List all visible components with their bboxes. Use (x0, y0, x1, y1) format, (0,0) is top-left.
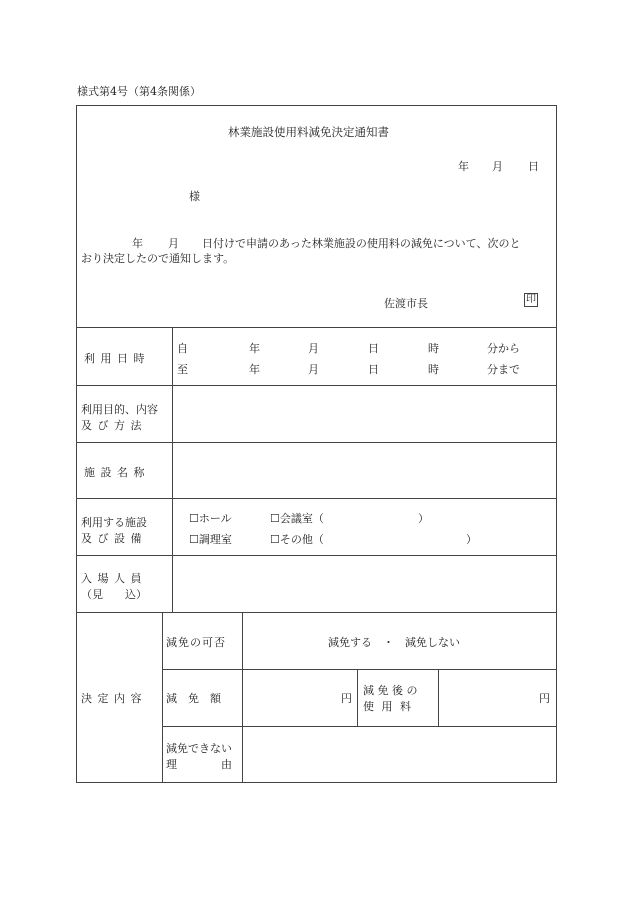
reason-label-line1: 減免できない (166, 742, 232, 755)
checkbox-icon[interactable]: ☐ (189, 512, 199, 525)
row-line (76, 327, 557, 328)
addressee-suffix: 様 (189, 190, 200, 203)
facility-name-field[interactable] (180, 447, 550, 495)
decision-sublabel-divider (242, 612, 243, 783)
row-line (76, 612, 557, 613)
from-month: 月 (308, 342, 319, 355)
after-fee-yen: 円 (539, 692, 550, 705)
approval-options[interactable]: 減免する ・ 減免しない (328, 636, 460, 649)
from-hour: 時 (428, 342, 439, 355)
attendance-field[interactable] (180, 560, 550, 608)
from-prefix: 自 (177, 342, 188, 355)
to-hour: 時 (428, 363, 439, 376)
document-title: 林業施設使用料減免決定通知書 (228, 125, 389, 139)
from-day: 日 (368, 342, 379, 355)
checkbox-icon[interactable]: ☐ (189, 533, 199, 546)
option-kitchen[interactable] (189, 531, 232, 547)
row-line (76, 385, 557, 386)
decision-column-divider (162, 612, 163, 783)
attendance-label-line1: 入 場 人 員 (81, 572, 143, 585)
row-line (76, 442, 557, 443)
date-day: 日 (528, 160, 539, 173)
to-prefix: 至 (177, 363, 188, 376)
option-kitchen-label: 調理室 (198, 533, 232, 546)
option-meeting-room-label: 会議室（ (279, 512, 324, 525)
meeting-room-close-paren: ） (418, 512, 429, 525)
option-other[interactable] (270, 531, 324, 547)
attendance-label-line2: （見 込） (81, 588, 147, 601)
decision-label: 決 定 内 容 (81, 692, 143, 705)
approval-label: 減免の可否 (166, 636, 226, 649)
after-fee-divider (438, 669, 439, 726)
facility-name-label: 施 設 名 称 (84, 466, 146, 479)
purpose-field[interactable] (180, 390, 550, 438)
to-year: 年 (249, 363, 260, 376)
seal-mark: 印 (526, 294, 536, 305)
from-year: 年 (249, 342, 260, 355)
row-line (76, 555, 557, 556)
usage-datetime-label: 利 用 日 時 (84, 352, 146, 365)
from-minute: 分から (487, 342, 520, 355)
option-hall-label: ホール (198, 512, 232, 525)
reason-field[interactable] (250, 731, 550, 779)
form-number: 様式第4号（第4条関係） (77, 85, 201, 98)
to-month: 月 (308, 363, 319, 376)
amount-label: 減 免 額 (166, 692, 221, 705)
body-month: 月 (168, 237, 179, 250)
option-meeting-room[interactable] (270, 510, 324, 526)
frame-right (556, 105, 557, 783)
issuer: 佐渡市長 (384, 297, 428, 310)
amount-yen: 円 (341, 692, 352, 705)
frame-left (76, 105, 77, 783)
row-line (162, 669, 557, 670)
date-year: 年 (458, 160, 469, 173)
purpose-label-line2: 及 び 方 法 (81, 419, 143, 432)
label-column-divider (172, 327, 173, 612)
to-minute: 分まで (487, 363, 520, 376)
after-fee-label-line2: 使 用 料 (363, 700, 413, 713)
body-text-line1: 日付けで申請のあった林業施設の使用料の減免について、次のと (202, 237, 521, 250)
reason-label-line2: 理 由 (166, 758, 232, 771)
amount-divider (357, 669, 358, 726)
to-day: 日 (368, 363, 379, 376)
checkbox-icon[interactable]: ☐ (270, 512, 280, 525)
body-text-line2: おり決定したので通知します。 (81, 252, 235, 265)
date-month: 月 (492, 160, 503, 173)
frame-top (76, 105, 557, 106)
row-line (76, 498, 557, 499)
equipment-label-line1: 利用する施設 (81, 516, 147, 529)
equipment-label-line2: 及 び 設 備 (81, 532, 143, 545)
row-line (162, 726, 557, 727)
after-fee-label-line1: 減 免 後 の (363, 684, 418, 697)
purpose-label-line1: 利用目的、内容 (81, 403, 158, 416)
body-year: 年 (132, 237, 143, 250)
option-hall[interactable] (189, 510, 232, 526)
frame-bottom (76, 782, 557, 783)
other-close-paren: ） (466, 533, 477, 546)
checkbox-icon[interactable]: ☐ (270, 533, 280, 546)
option-other-label: その他（ (279, 533, 324, 546)
